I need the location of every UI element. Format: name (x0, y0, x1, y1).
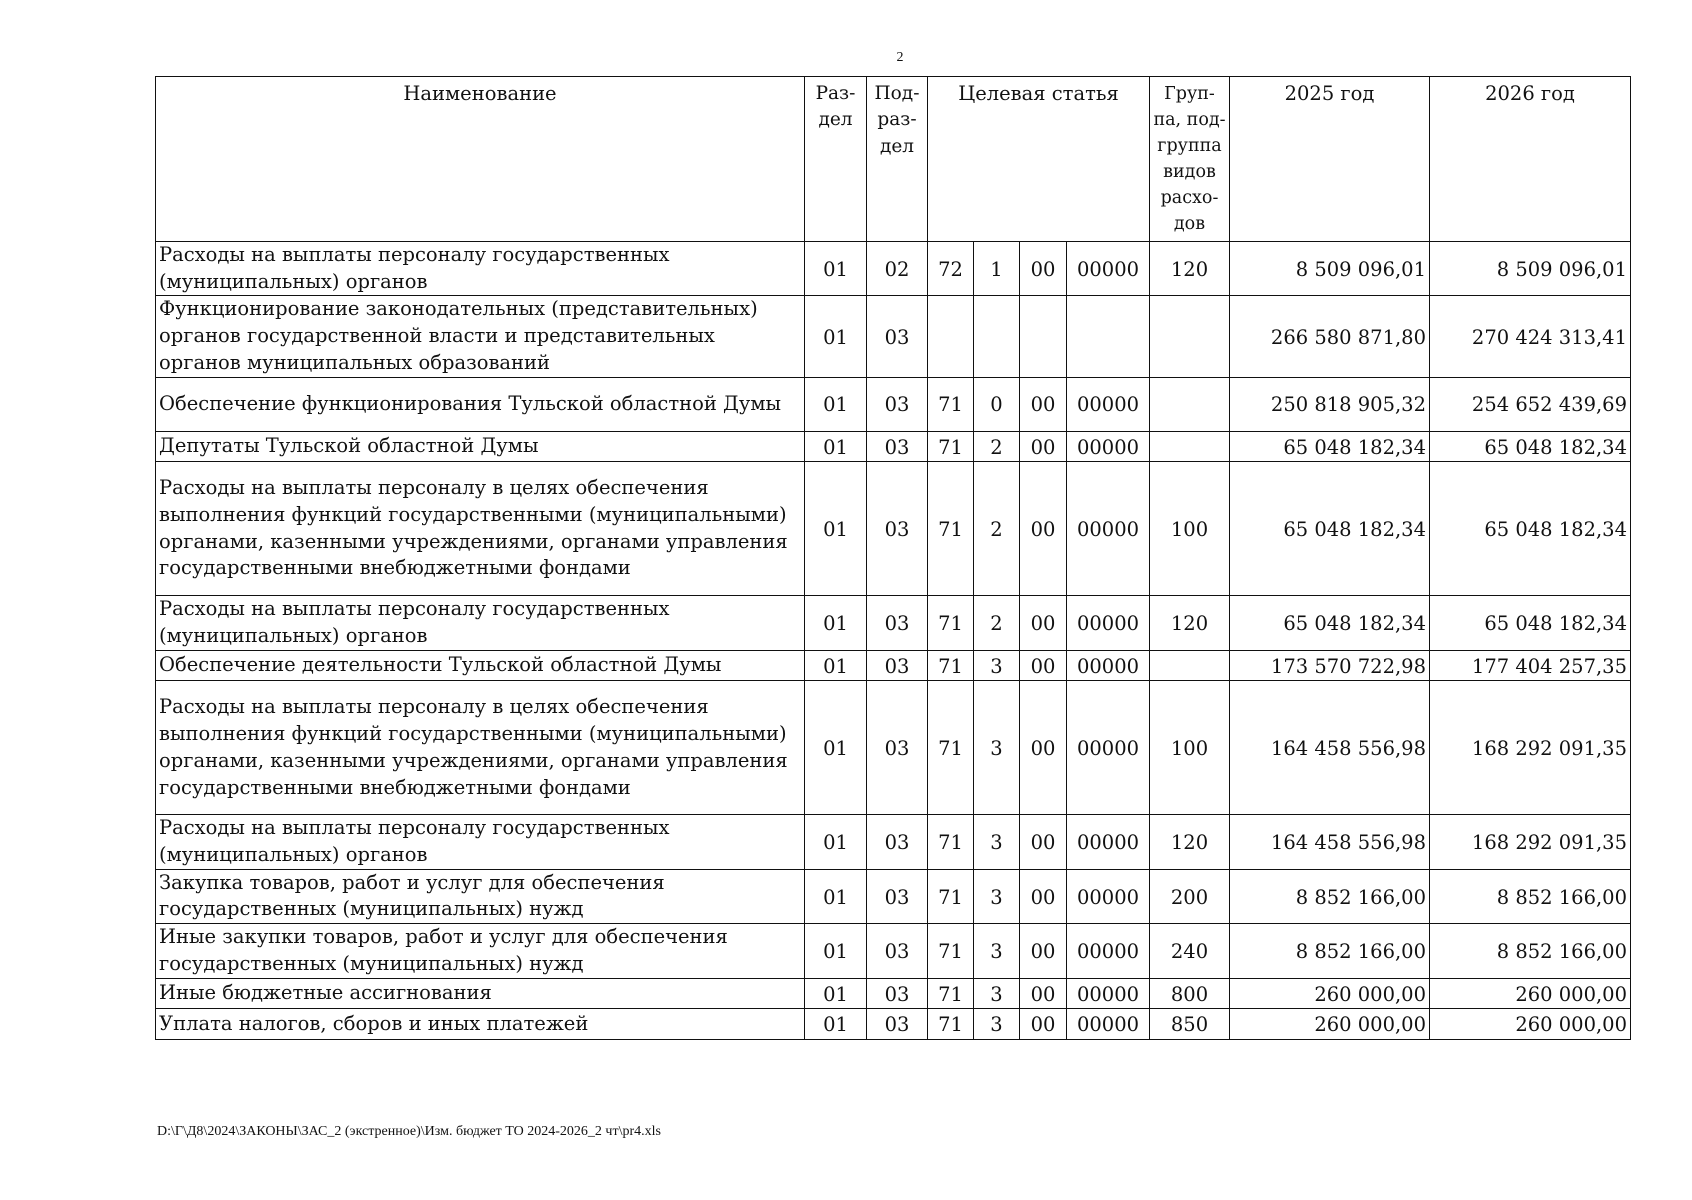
table-row (156, 815, 1631, 869)
row-razdel: 01 (805, 869, 867, 923)
row-cs-direction: 00000 (1067, 1009, 1150, 1040)
row-name: Депутаты Тульской областной Думы (156, 431, 805, 462)
row-amount-2025: 8 509 096,01 (1230, 242, 1430, 296)
row-vid-rashodov: 800 (1150, 978, 1230, 1009)
table-row (156, 1009, 1631, 1040)
row-cs-program: 71 (928, 377, 974, 431)
row-razdel: 01 (805, 377, 867, 431)
row-name: Расходы на выплаты персоналу в целях обеспечения выполнения функций государственными (муниципальными) органами, казенными учреждениями, органами управления государственными внебюджетными фондами (156, 462, 805, 596)
row-amount-2026: 8 852 166,00 (1430, 869, 1631, 923)
row-vid-rashodov: 200 (1150, 869, 1230, 923)
row-cs-subprogram: 3 (974, 815, 1020, 869)
row-vid-rashodov (1150, 377, 1230, 431)
header-name: Наименование (156, 77, 805, 242)
row-cs-event: 00 (1020, 1009, 1067, 1040)
row-name: Функционирование законодательных (представительных) органов государственной власти и представительных органов муниципальных образований (156, 296, 805, 377)
row-cs-event: 00 (1020, 462, 1067, 596)
row-amount-2025: 266 580 871,80 (1230, 296, 1430, 377)
row-amount-2026: 8 852 166,00 (1430, 924, 1631, 978)
row-podrazdel: 03 (867, 815, 928, 869)
row-amount-2025: 8 852 166,00 (1230, 869, 1430, 923)
row-cs-subprogram: 3 (974, 978, 1020, 1009)
row-vid-rashodov (1150, 431, 1230, 462)
row-cs-event: 00 (1020, 377, 1067, 431)
header-razdel: Раз-дел (805, 77, 867, 242)
row-podrazdel: 03 (867, 431, 928, 462)
row-cs-direction: 00000 (1067, 462, 1150, 596)
row-razdel: 01 (805, 924, 867, 978)
row-cs-program: 71 (928, 869, 974, 923)
row-cs-event: 00 (1020, 978, 1067, 1009)
row-vid-rashodov (1150, 296, 1230, 377)
row-cs-direction (1067, 296, 1150, 377)
row-cs-program: 71 (928, 815, 974, 869)
table-row (156, 978, 1631, 1009)
row-vid-rashodov: 850 (1150, 1009, 1230, 1040)
row-cs-event: 00 (1020, 681, 1067, 815)
row-podrazdel: 03 (867, 869, 928, 923)
row-cs-direction: 00000 (1067, 596, 1150, 650)
row-name: Расходы на выплаты персоналу государственных (муниципальных) органов (156, 815, 805, 869)
row-cs-subprogram: 3 (974, 650, 1020, 681)
table-body (156, 242, 1631, 1040)
row-cs-event: 00 (1020, 650, 1067, 681)
row-amount-2026: 168 292 091,35 (1430, 681, 1631, 815)
row-cs-subprogram: 3 (974, 869, 1020, 923)
row-name: Иные бюджетные ассигнования (156, 978, 805, 1009)
row-cs-subprogram: 2 (974, 596, 1020, 650)
row-cs-subprogram: 0 (974, 377, 1020, 431)
row-cs-program: 71 (928, 1009, 974, 1040)
row-amount-2026: 65 048 182,34 (1430, 431, 1631, 462)
row-cs-direction: 00000 (1067, 978, 1150, 1009)
row-vid-rashodov: 120 (1150, 242, 1230, 296)
row-razdel: 01 (805, 462, 867, 596)
row-name: Расходы на выплаты персоналу в целях обеспечения выполнения функций государственными (муниципальными) органами, казенными учреждениями, органами управления государственными внебюджетными фондами (156, 681, 805, 815)
row-podrazdel: 03 (867, 462, 928, 596)
row-razdel: 01 (805, 650, 867, 681)
row-amount-2025: 250 818 905,32 (1230, 377, 1430, 431)
row-vid-rashodov (1150, 650, 1230, 681)
row-cs-subprogram: 2 (974, 462, 1020, 596)
row-razdel: 01 (805, 596, 867, 650)
row-cs-program: 71 (928, 978, 974, 1009)
row-name: Расходы на выплаты персоналу государственных (муниципальных) органов (156, 596, 805, 650)
row-vid-rashodov: 100 (1150, 681, 1230, 815)
row-cs-program: 71 (928, 924, 974, 978)
header-celevaya-statya: Целевая статья (928, 77, 1150, 242)
row-cs-event: 00 (1020, 242, 1067, 296)
row-name: Иные закупки товаров, работ и услуг для обеспечения государственных (муниципальных) нужд (156, 924, 805, 978)
row-cs-subprogram: 3 (974, 924, 1020, 978)
row-cs-direction: 00000 (1067, 242, 1150, 296)
row-podrazdel: 03 (867, 978, 928, 1009)
row-podrazdel: 02 (867, 242, 928, 296)
file-path-footer: D:\Г\Д8\2024\ЗАКОНЫ\ЗАС_2 (экстренное)\Изм. бюджет ТО 2024-2026_2 чт\pr4.xls (157, 1124, 661, 1139)
row-amount-2025: 260 000,00 (1230, 978, 1430, 1009)
row-name: Расходы на выплаты персоналу государственных (муниципальных) органов (156, 242, 805, 296)
row-amount-2026: 8 509 096,01 (1430, 242, 1631, 296)
table-row (156, 924, 1631, 978)
row-amount-2025: 164 458 556,98 (1230, 815, 1430, 869)
row-razdel: 01 (805, 1009, 867, 1040)
header-2025: 2025 год (1230, 77, 1430, 242)
row-cs-subprogram: 3 (974, 681, 1020, 815)
row-vid-rashodov: 100 (1150, 462, 1230, 596)
row-razdel: 01 (805, 681, 867, 815)
row-podrazdel: 03 (867, 1009, 928, 1040)
table-row (156, 377, 1631, 431)
row-amount-2026: 260 000,00 (1430, 1009, 1631, 1040)
row-cs-direction: 00000 (1067, 377, 1150, 431)
row-razdel: 01 (805, 242, 867, 296)
row-amount-2025: 173 570 722,98 (1230, 650, 1430, 681)
table-row (156, 462, 1631, 596)
row-cs-program: 72 (928, 242, 974, 296)
row-cs-program: 71 (928, 650, 974, 681)
row-amount-2026: 177 404 257,35 (1430, 650, 1631, 681)
table-row (156, 596, 1631, 650)
row-amount-2026: 254 652 439,69 (1430, 377, 1631, 431)
row-amount-2025: 164 458 556,98 (1230, 681, 1430, 815)
row-razdel: 01 (805, 815, 867, 869)
row-amount-2026: 260 000,00 (1430, 978, 1631, 1009)
row-podrazdel: 03 (867, 296, 928, 377)
row-amount-2026: 168 292 091,35 (1430, 815, 1631, 869)
row-razdel: 01 (805, 978, 867, 1009)
row-cs-direction: 00000 (1067, 431, 1150, 462)
row-vid-rashodov: 120 (1150, 596, 1230, 650)
header-podrazdel: Под-раз-дел (867, 77, 928, 242)
row-amount-2025: 260 000,00 (1230, 1009, 1430, 1040)
row-razdel: 01 (805, 431, 867, 462)
row-cs-subprogram (974, 296, 1020, 377)
row-name: Закупка товаров, работ и услуг для обеспечения государственных (муниципальных) нужд (156, 869, 805, 923)
table-header-row (156, 77, 1631, 242)
row-podrazdel: 03 (867, 377, 928, 431)
row-amount-2025: 65 048 182,34 (1230, 462, 1430, 596)
row-vid-rashodov: 240 (1150, 924, 1230, 978)
row-name: Обеспечение функционирования Тульской областной Думы (156, 377, 805, 431)
header-gruppa-vidov-rashodov: Груп-па, под-группа видов расхо-дов (1150, 77, 1230, 242)
row-amount-2026: 65 048 182,34 (1430, 462, 1631, 596)
row-vid-rashodov: 120 (1150, 815, 1230, 869)
row-cs-program: 71 (928, 681, 974, 815)
row-cs-direction: 00000 (1067, 815, 1150, 869)
page-number: 2 (896, 50, 904, 65)
row-cs-subprogram: 3 (974, 1009, 1020, 1040)
row-cs-direction: 00000 (1067, 681, 1150, 815)
row-cs-subprogram: 1 (974, 242, 1020, 296)
row-cs-event: 00 (1020, 431, 1067, 462)
row-cs-event: 00 (1020, 869, 1067, 923)
budget-table (155, 76, 1631, 1040)
row-podrazdel: 03 (867, 681, 928, 815)
row-cs-direction: 00000 (1067, 869, 1150, 923)
row-amount-2025: 8 852 166,00 (1230, 924, 1430, 978)
row-cs-subprogram: 2 (974, 431, 1020, 462)
row-cs-program: 71 (928, 596, 974, 650)
row-podrazdel: 03 (867, 924, 928, 978)
table-row (156, 869, 1631, 923)
table-row (156, 242, 1631, 296)
row-cs-direction: 00000 (1067, 650, 1150, 681)
row-cs-event (1020, 296, 1067, 377)
table-row (156, 650, 1631, 681)
row-amount-2026: 65 048 182,34 (1430, 596, 1631, 650)
row-amount-2025: 65 048 182,34 (1230, 431, 1430, 462)
row-name: Обеспечение деятельности Тульской областной Думы (156, 650, 805, 681)
table-row (156, 296, 1631, 377)
table-row (156, 681, 1631, 815)
row-podrazdel: 03 (867, 650, 928, 681)
table-row (156, 431, 1631, 462)
row-podrazdel: 03 (867, 596, 928, 650)
row-cs-event: 00 (1020, 815, 1067, 869)
header-2026: 2026 год (1430, 77, 1631, 242)
row-cs-program: 71 (928, 462, 974, 596)
row-razdel: 01 (805, 296, 867, 377)
row-cs-program (928, 296, 974, 377)
row-cs-direction: 00000 (1067, 924, 1150, 978)
row-cs-event: 00 (1020, 924, 1067, 978)
row-amount-2026: 270 424 313,41 (1430, 296, 1631, 377)
row-name: Уплата налогов, сборов и иных платежей (156, 1009, 805, 1040)
row-cs-event: 00 (1020, 596, 1067, 650)
row-cs-program: 71 (928, 431, 974, 462)
row-amount-2025: 65 048 182,34 (1230, 596, 1430, 650)
